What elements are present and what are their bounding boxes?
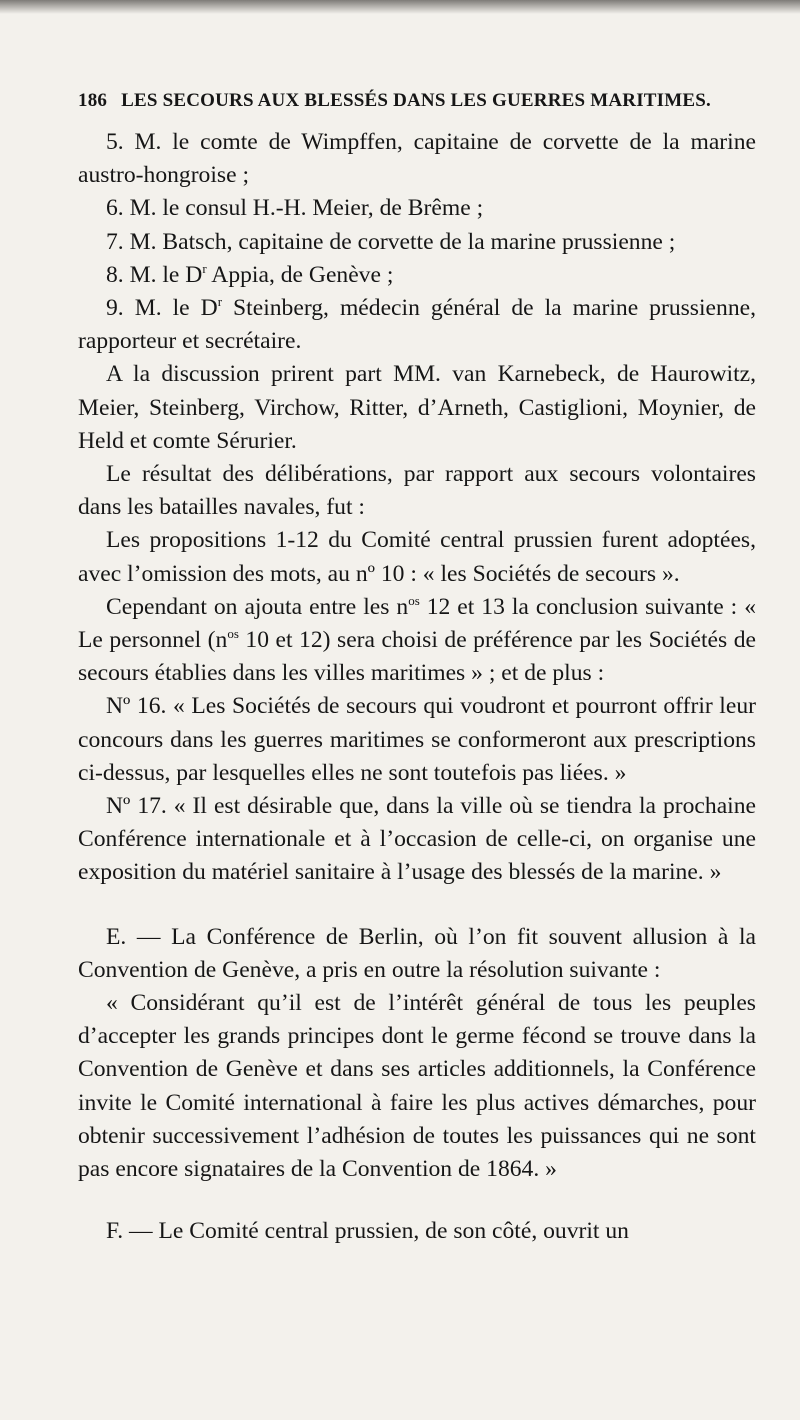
paragraph: « Considérant qu’il est de l’intérêt général de tous les peuples d’accepter les grands principes dont le germe fécond se trouve dans la Convention de Genève et dans ses articles additionnels, la Conférence invite le Comité international à faire les plus actives démarches, pour obtenir successivement l’adhésion de toutes les puissances qui ne sont pas encore signataires de la Convention de 1864. » bbox=[78, 990, 756, 1183]
paragraph: E. — La Conférence de Berlin, où l’on fit souvent allusion à la Convention de Genève, a pris en outre la résolution suivante : bbox=[78, 923, 756, 983]
paragraph: Nº 17. « Il est désirable que, dans la ville où se tiendra la prochaine Conférence internationale et à l’occasion de celle-ci, on organise une exposition du matériel sanitaire à l’usage des blessés de la marine. » bbox=[78, 793, 756, 886]
superscript: os bbox=[227, 626, 239, 642]
superscript: r bbox=[202, 260, 207, 276]
paragraph: Le résultat des délibérations, par rapport aux secours volontaires dans les batailles navales, fut : bbox=[78, 461, 756, 521]
page-body bbox=[78, 126, 756, 1249]
text-run: Steinberg, médecin général de la marine prussienne, rapporteur et secrétaire. bbox=[78, 295, 756, 355]
paragraph: 5. M. le comte de Wimpffen, capitaine de corvette de la marine austro-hongroise ; bbox=[78, 129, 756, 189]
text-run: 12 et 13 la conclusion suivante : « Le personnel (n bbox=[78, 593, 756, 654]
paragraph: F. — Le Comité central prussien, de son côté, ouvrit un bbox=[106, 1218, 629, 1245]
paragraph: 6. M. le consul H.-H. Meier, de Brême ; bbox=[106, 195, 484, 222]
paragraph: Les propositions 1-12 du Comité central prussien furent adoptées, avec l’omission des mots, au nº 10 : « les Sociétés de secours ». bbox=[78, 527, 756, 587]
text-run: Appia, de Genève ; bbox=[206, 261, 394, 288]
paragraph bbox=[78, 259, 756, 292]
superscript: r bbox=[217, 294, 223, 310]
paragraph: A la discussion prirent part MM. van Karnebeck, de Haurowitz, Meier, Steinberg, Virchow, Ritter, d’Arneth, Castiglioni, Moynier, de Held et comte Sérurier. bbox=[78, 361, 756, 454]
superscript: os bbox=[408, 592, 420, 608]
paragraph bbox=[78, 292, 756, 358]
text-run: 10 et 12) sera choisi de préférence par les Sociétés de secours établies dans les villes maritimes » ; et de plus : bbox=[78, 627, 757, 687]
text-run: 9. M. le D bbox=[106, 295, 218, 322]
scan-edge-shadow bbox=[0, 0, 800, 14]
paragraph: 7. M. Batsch, capitaine de corvette de la marine prussienne ; bbox=[106, 228, 676, 255]
paragraph bbox=[78, 591, 756, 691]
running-title: LES SECOURS AUX BLESSÉS DANS LES GUERRES MARITIMES. bbox=[121, 90, 711, 111]
paragraph: Nº 16. « Les Sociétés de secours qui voudront et pourront offrir leur concours dans les guerres maritimes se conformeront aux prescriptions ci-dessus, par lesquelles elles ne sont toutefois pas liées. » bbox=[78, 693, 756, 786]
page-number: 186 bbox=[78, 90, 108, 111]
text-run: 8. M. le D bbox=[106, 261, 203, 288]
running-header bbox=[78, 90, 758, 112]
text-run: Cependant on ajouta entre les n bbox=[106, 593, 409, 620]
